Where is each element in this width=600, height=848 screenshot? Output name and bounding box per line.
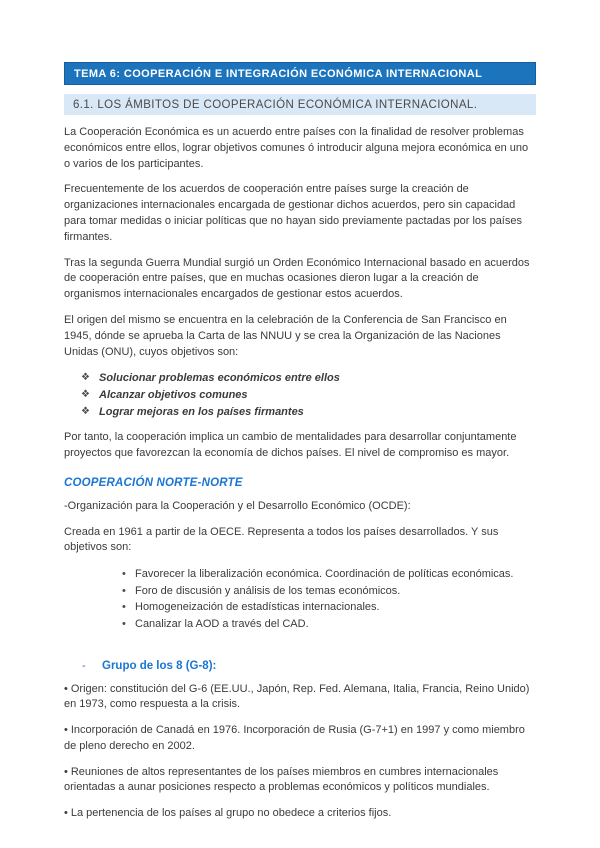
diamond-bullet-icon: ❖ [81, 372, 90, 384]
onu-objective-label: Alcanzar objetivos comunes [99, 388, 248, 401]
g8-point-text: Origen: constitución del G-6 (EE.UU., Japón, Rep. Fed. Alemana, Italia, Francia, Reino Unido) en 1973, como respuesta a la crisis. [64, 682, 530, 711]
diamond-bullet-icon: ❖ [81, 405, 90, 417]
ocde-objective-label: Homogeneización de estadísticas internacionales. [135, 601, 380, 614]
list-item [81, 404, 536, 421]
intro-paragraph-3: Tras la segunda Guerra Mundial surgió un Orden Económico Internacional basado en acuerdos de cooperación entre países, que en muchas ocasiones dieron lugar a la creación de organismos internacionales encargados de gestionar estos acuerdos. [64, 256, 530, 301]
ocde-title-line: -Organización para la Cooperación y el Desarrollo Económico (OCDE): [64, 499, 411, 512]
g8-point [64, 682, 536, 714]
g8-point [64, 806, 536, 822]
round-bullet-icon: • [122, 601, 126, 614]
intro-paragraph-1: La Cooperación Económica es un acuerdo entre países con la finalidad de resolver problemas económicos entre ellos, lograr objetivos comunes ó introducir alguna mejora económica en uno o varios de los participantes. [64, 126, 529, 170]
diamond-bullet-icon: ❖ [81, 388, 90, 400]
round-bullet-icon: • [122, 584, 126, 597]
list-item [81, 370, 536, 387]
ocde-objectives-list [122, 566, 536, 632]
round-bullet-icon: • [64, 682, 68, 695]
list-item [122, 566, 536, 583]
ocde-objective-label: Foro de discusión y análisis de los temas económicos. [135, 584, 401, 597]
ocde-description: Creada en 1961 a partir de la OECE. Representa a todos los países desarrollados. Y sus objetivos son: [64, 525, 499, 554]
topic-title-bar: TEMA 6: COOPERACIÓN E INTEGRACIÓN ECONÓMICA INTERNACIONAL [64, 62, 536, 85]
g8-point [64, 765, 536, 797]
list-item [81, 387, 536, 404]
onu-objectives-list [81, 370, 536, 420]
g8-heading-row [64, 660, 536, 672]
round-bullet-icon: • [122, 617, 126, 630]
g8-point-text: La pertenencia de los países al grupo no obedece a criterios fijos. [70, 807, 392, 820]
list-item [122, 616, 536, 633]
round-bullet-icon: • [64, 765, 68, 778]
intro-paragraph-2: Frecuentemente de los acuerdos de cooperación entre países surge la creación de organizaciones internacionales encargada de gestionar dichos acuerdos, pero sin capacidad para tomar medidas o iniciar políticas que no hayan sido previamente pactadas por los países firmantes. [64, 183, 522, 243]
list-item [122, 583, 536, 600]
round-bullet-icon: • [122, 568, 126, 581]
intro-paragraph-4: El origen del mismo se encuentra en la celebración de la Conferencia de San Francisco en 1945, dónde se aprueba la Carta de las NNUU y se crea la Organización de las Naciones Unidas (ONU), cuyos objetivos son: [64, 313, 507, 358]
norte-norte-heading: COOPERACIÓN NORTE-NORTE [64, 476, 243, 489]
list-item [122, 599, 536, 616]
g8-point-text: Reuniones de altos representantes de los países miembros en cumbres internacionales orientadas a aunar posiciones respecto a problemas económicos y políticos mundiales. [64, 765, 499, 794]
dash-bullet-icon: - [82, 659, 86, 672]
g8-heading: Grupo de los 8 (G-8): [102, 659, 217, 672]
section-heading-bar: 6.1. LOS ÁMBITOS DE COOPERACIÓN ECONÓMICA INTERNACIONAL. [64, 94, 536, 115]
g8-point [64, 723, 536, 755]
ocde-objective-label: Canalizar la AOD a través del CAD. [135, 617, 309, 630]
round-bullet-icon: • [64, 807, 68, 820]
g8-point-text: Incorporación de Canadá en 1976. Incorporación de Rusia (G-7+1) en 1997 y como miembro de pleno derecho en 2002. [64, 724, 525, 752]
round-bullet-icon: • [64, 724, 68, 737]
ocde-objective-label: Favorecer la liberalización económica. Coordinación de políticas económicas. [135, 568, 514, 581]
conclusion-paragraph: Por tanto, la cooperación implica un cambio de mentalidades para desarrollar conjuntamente proyectos que favorezcan la economía de dichos países. El nivel de compromiso es mayor. [64, 431, 517, 459]
onu-objective-label: Solucionar problemas económicos entre ellos [99, 372, 340, 385]
onu-objective-label: Lograr mejoras en los países firmantes [99, 405, 304, 418]
